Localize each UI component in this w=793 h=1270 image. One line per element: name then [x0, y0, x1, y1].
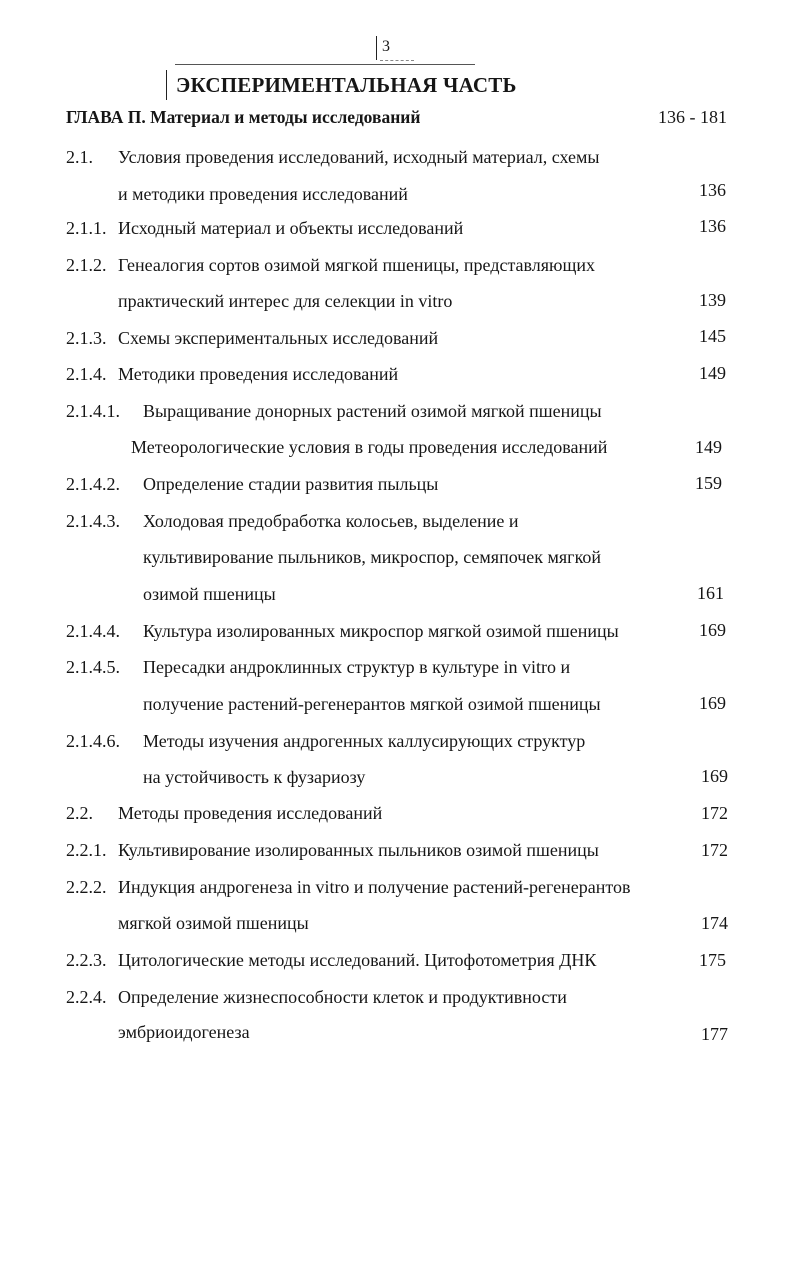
- toc-entry: [66, 801, 383, 825]
- entry-title: Пересадки андроклинных структур в культуре in vitro и: [143, 657, 571, 677]
- entry-title: Культивирование изолированных пыльников озимой пшеницы: [118, 840, 599, 860]
- entry-number: 2.2.3.: [66, 950, 107, 970]
- toc-entry: [66, 253, 595, 277]
- toc-entry: [66, 619, 619, 643]
- entry-title-cont: Метеорологические условия в годы проведения исследований: [131, 437, 608, 457]
- entry-title-cont: озимой пшеницы: [143, 584, 276, 604]
- entry-title-cont: на устойчивость к фузариозу: [143, 767, 366, 787]
- entry-number: 2.1.4.3.: [66, 511, 120, 531]
- chapter-label: ГЛАВА П. Материал и методы исследований: [66, 107, 421, 127]
- entry-page: 177: [701, 1024, 728, 1044]
- entry-title: Определение стадии развития пыльцы: [143, 474, 439, 494]
- entry-number: 2.1.4.5.: [66, 657, 120, 677]
- entry-page: 136: [699, 216, 726, 236]
- divider: [380, 60, 414, 61]
- toc-entry: [66, 875, 631, 899]
- entry-title: Схемы экспериментальных исследований: [118, 328, 439, 348]
- toc-entry: [66, 399, 602, 423]
- toc-entry: [66, 838, 599, 862]
- toc-entry: [66, 326, 439, 350]
- entry-number: 2.2.: [66, 803, 93, 823]
- entry-page: 139: [699, 290, 726, 310]
- entry-page: 172: [701, 840, 728, 860]
- entry-page: 174: [701, 913, 728, 933]
- entry-page: 136: [699, 180, 726, 200]
- entry-page: 169: [701, 766, 728, 786]
- entry-page: 149: [695, 437, 722, 457]
- section-title: ЭКСПЕРИМЕНТАЛЬНАЯ ЧАСТЬ: [166, 70, 517, 100]
- entry-title-cont: и методики проведения исследований: [118, 184, 408, 204]
- entry-number: 2.2.4.: [66, 987, 107, 1007]
- toc-entry: [66, 985, 567, 1009]
- entry-title: Цитологические методы исследований. Цитофотометрия ДНК: [118, 950, 597, 970]
- entry-title: Определение жизнеспособности клеток и продуктивности: [118, 987, 567, 1007]
- entry-title-cont: практический интерес для селекции in vitro: [118, 291, 453, 311]
- page-number: 3: [376, 36, 390, 60]
- toc-entry: [66, 729, 586, 753]
- toc-entry: [66, 145, 600, 169]
- toc-entry: [66, 948, 597, 972]
- entry-page: 169: [699, 693, 726, 713]
- entry-page: 161: [697, 583, 724, 603]
- entry-title: Условия проведения исследований, исходный материал, схемы: [118, 147, 600, 167]
- entry-page: 159: [695, 473, 722, 493]
- chapter-pages: 136 - 181: [658, 107, 727, 127]
- entry-page: 169: [699, 620, 726, 640]
- entry-title-cont: мягкой озимой пшеницы: [118, 913, 309, 933]
- entry-number: 2.1.: [66, 147, 93, 167]
- toc-entry: [66, 216, 464, 240]
- toc-entry: [66, 655, 571, 679]
- entry-number: 2.1.2.: [66, 255, 107, 275]
- entry-page: 172: [701, 803, 728, 823]
- entry-title: Холодовая предобработка колосьев, выделение и: [143, 511, 519, 531]
- entry-number: 2.1.4.2.: [66, 474, 120, 494]
- entry-title: Методы изучения андрогенных каллусирующих структур: [143, 731, 586, 751]
- entry-number: 2.1.1.: [66, 218, 107, 238]
- entry-title: Методы проведения исследований: [118, 803, 383, 823]
- entry-number: 2.2.2.: [66, 877, 107, 897]
- entry-page: 175: [699, 950, 726, 970]
- entry-title-cont: эмбриоидогенеза: [118, 1022, 250, 1042]
- entry-title: Исходный материал и объекты исследований: [118, 218, 464, 238]
- entry-title-cont: получение растений-регенерантов мягкой озимой пшеницы: [143, 694, 601, 714]
- entry-number: 2.1.4.: [66, 364, 107, 384]
- entry-title-cont: культивирование пыльников, микроспор, семяпочек мягкой: [143, 547, 602, 567]
- entry-number: 2.1.3.: [66, 328, 107, 348]
- entry-number: 2.2.1.: [66, 840, 107, 860]
- toc-entry: [66, 362, 399, 386]
- divider: [175, 64, 475, 65]
- toc-entry: [66, 472, 439, 496]
- chapter-heading: [66, 104, 730, 130]
- entry-title: Выращивание донорных растений озимой мягкой пшеницы: [143, 401, 602, 421]
- entry-title: Индукция андрогенеза in vitro и получение растений-регенерантов: [118, 877, 631, 897]
- entry-page: 145: [699, 326, 726, 346]
- entry-number: 2.1.4.1.: [66, 401, 120, 421]
- toc-entry: [66, 509, 519, 533]
- entry-title: Методики проведения исследований: [118, 364, 399, 384]
- entry-number: 2.1.4.6.: [66, 731, 120, 751]
- entry-number: 2.1.4.4.: [66, 621, 120, 641]
- entry-page: 149: [699, 363, 726, 383]
- entry-title: Генеалогия сортов озимой мягкой пшеницы, представляющих: [118, 255, 595, 275]
- entry-title: Культура изолированных микроспор мягкой озимой пшеницы: [143, 621, 619, 641]
